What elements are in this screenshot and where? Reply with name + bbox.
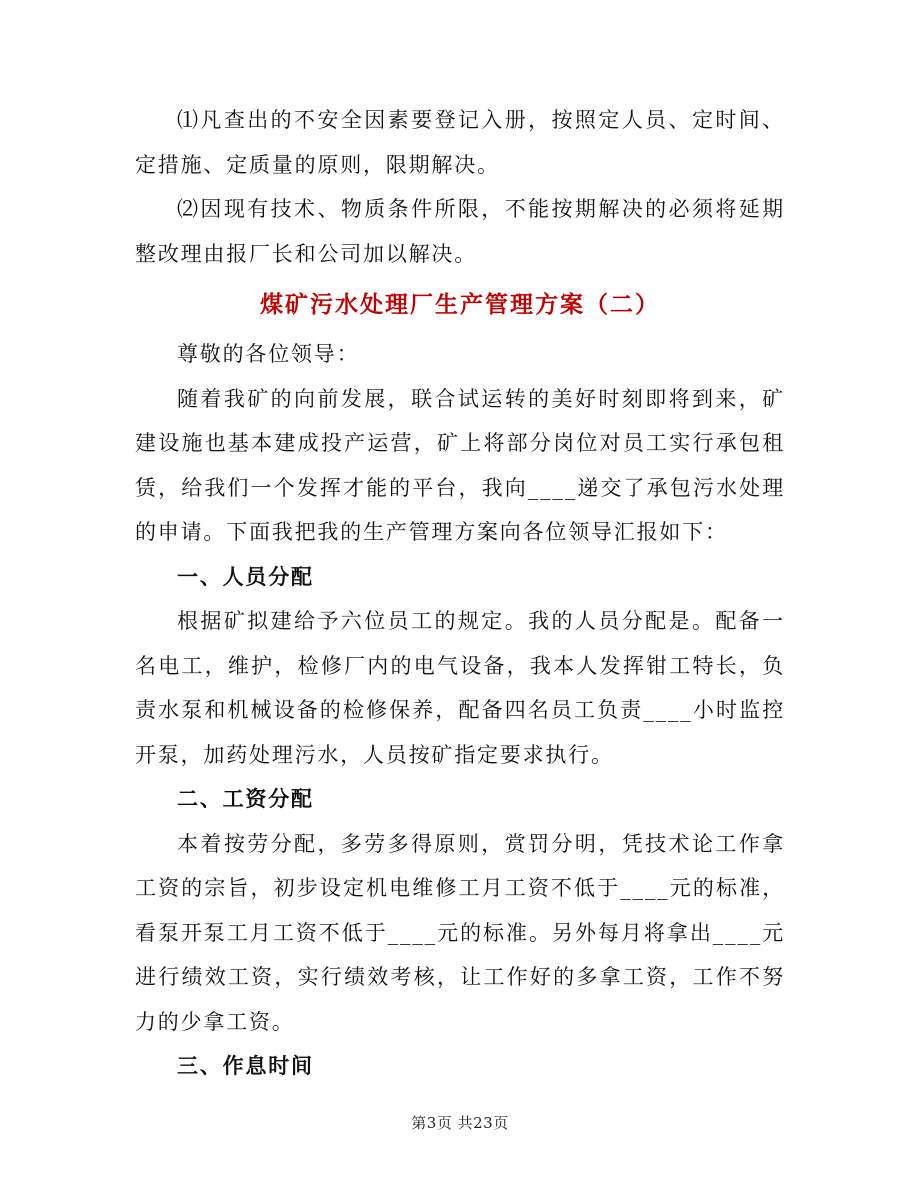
section-body-wages: 本着按劳分配，多劳多得原则，赏罚分明，凭技术论工作拿工资的宗旨，初步设定机电维修工月工资不低于____元的标准，看泵开泵工月工资不低于____元的标准。另外每月将拿出____元进行绩效工资，实行绩效考核，让工作好的多拿工资，工作不努力的少拿工资。 <box>135 831 785 1034</box>
section-heading-personnel: 一、人员分配 <box>177 563 314 589</box>
paragraph-item-1: ⑴凡查出的不安全因素要登记入册，按照定人员、定时间、定措施、定质量的原则，限期解决。 <box>135 108 785 177</box>
document-title: 煤矿污水处理厂生产管理方案（二） <box>260 291 660 318</box>
intro-paragraph: 随着我矿的向前发展，联合试运转的美好时刻即将到来，矿建设施也基本建成投产运营，矿上将部分岗位对员工实行承包租赁，给我们一个发挥才能的平台，我向____递交了承包污水处理的申请。下面我把我的生产管理方案向各位领导汇报如下： <box>135 386 785 544</box>
section-heading-schedule: 三、作息时间 <box>177 1053 314 1078</box>
paragraph-item-2: ⑵因现有技术、物质条件所限，不能按期解决的必须将延期整改理由报厂长和公司加以解决。 <box>135 197 785 266</box>
document-page <box>135 98 785 1089</box>
page-number-footer: 第3页 共23页 <box>411 1114 509 1132</box>
section-body-personnel: 根据矿拟建给予六位员工的规定。我的人员分配是。配备一名电工，维护，检修厂内的电气设备，我本人发挥钳工特长，负责水泵和机械设备的检修保养，配备四名员工负责____小时监控开泵，加药处理污水，人员按矿指定要求执行。 <box>135 609 785 767</box>
salutation: 尊敬的各位领导： <box>177 342 360 366</box>
section-heading-wages: 二、工资分配 <box>177 786 314 811</box>
